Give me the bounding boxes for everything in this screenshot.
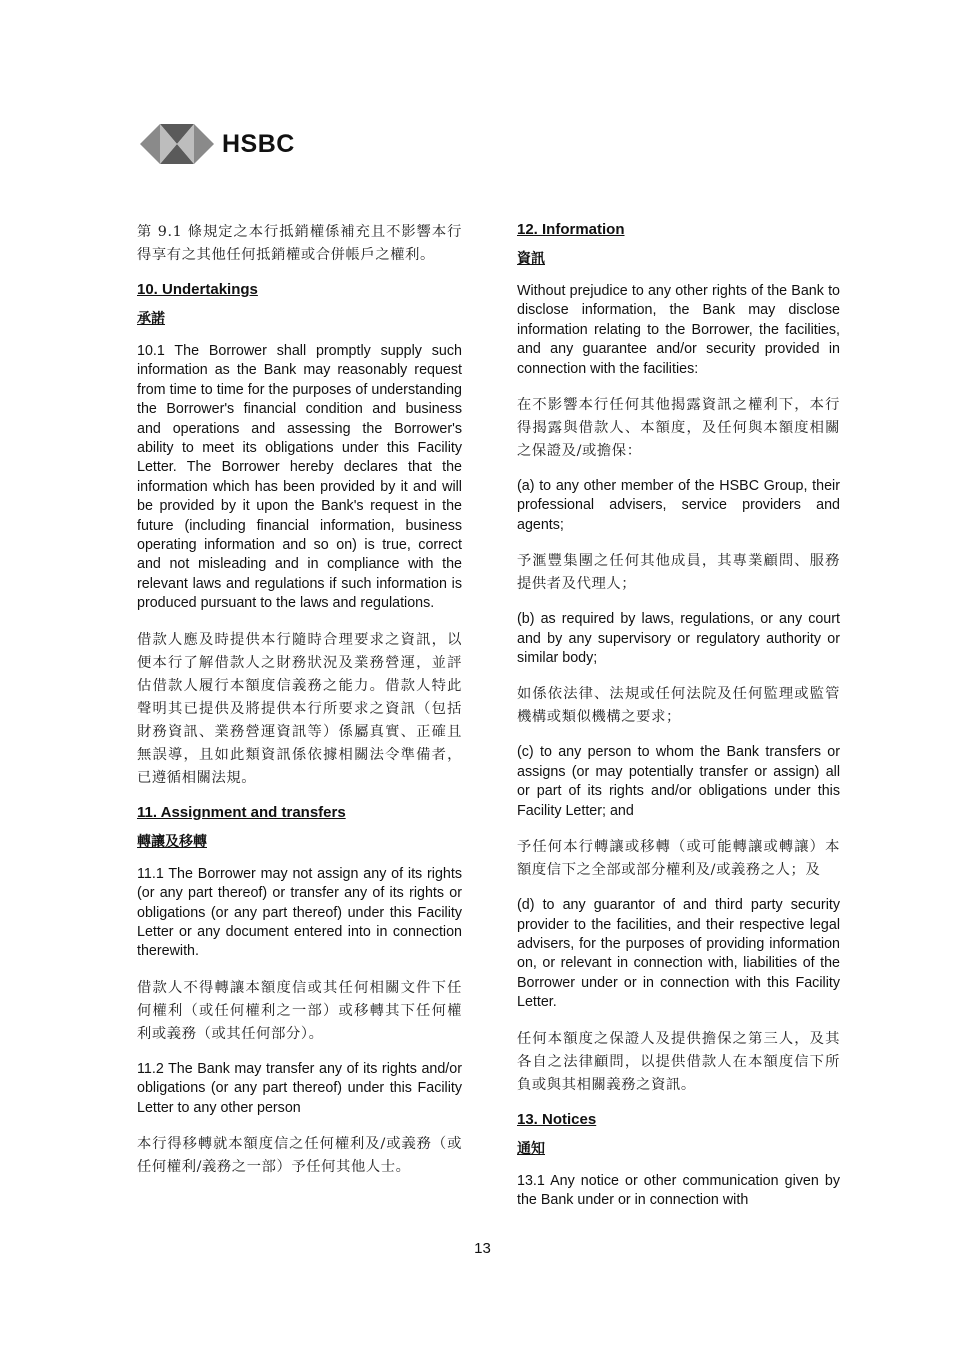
clause-12-d: (d) to any guarantor of and third party security provider to the facilities, and their respective legal advisers, for the purposes of providing information on, or relevant in connection with, liabilities of the Borrower under or in connection with this Facility Letter. <box>517 897 840 1011</box>
clause-13-1: 13.1 Any notice or other communication given by the Bank under or in connection with <box>517 1172 840 1208</box>
clause-12-b-zh: 如係依法律、法規或任何法院及任何監理或監管機構或類似機構之要求； <box>517 686 840 726</box>
page-number: 13 <box>474 1240 491 1257</box>
section-11-heading: 11. Assignment and transfers <box>137 803 346 821</box>
section-13-heading: 13. Notices <box>517 1110 597 1128</box>
clause-10-1-zh: 借款人應及時提供本行隨時合理要求之資訊，以便本行了解借款人之財務狀況及業務營運，並評估借款人履行本額度信義務之能力。借款人特此聲明其已提供及將提供本行所要求之資訊（包括財務資訊、業務營運資訊等）係屬真實、正確且無誤導，且如此類資訊係依據相關法令準備者，已遵循相關法規。 <box>137 631 462 786</box>
hsbc-hexagon-icon <box>140 118 214 170</box>
clause-12-a-zh: 予滙豐集團之任何其他成員，其專業顧問、服務提供者及代理人； <box>517 553 840 593</box>
section-11-heading-zh: 轉讓及移轉 <box>137 833 207 850</box>
section-12-intro: Without prejudice to any other rights of the Bank to disclose information, the Bank may disclose information relating to the Borrower, the facilities, and any guarantee and/or security provided in connection with the facilities: <box>517 283 840 377</box>
clause-11-2-zh: 本行得移轉就本額度信之任何權利及/或義務（或任何權利/義務之一部）予任何其他人士。 <box>137 1135 462 1175</box>
section-12-heading: 12. Information <box>517 221 625 238</box>
section-12-intro-zh: 在不影響本行任何其他揭露資訊之權利下，本行得揭露與借款人、本額度，及任何與本額度相關之保證及/或擔保： <box>517 397 840 460</box>
clause-11-1: 11.1 The Borrower may not assign any of its rights (or any part thereof) or transfer any of its rights or obligations (or any part thereof) under this Facility Letter or any document entered into in connection therewith. <box>137 865 462 960</box>
clause-12-b: (b) as required by laws, regulations, or any court and by any supervisory or regulatory authority or similar body; <box>517 611 840 667</box>
section-13-heading-zh: 通知 <box>517 1140 545 1157</box>
clause-12-c-zh: 予任何本行轉讓或移轉（或可能轉讓或轉讓）本額度信下之全部或部分權利及/或義務之人；及 <box>517 839 840 879</box>
clause-12-a: (a) to any other member of the HSBC Group, their professional advisers, service providers and agents; <box>517 478 840 533</box>
hsbc-logo <box>140 118 295 170</box>
clause-11-2: 11.2 The Bank may transfer any of its rights and/or obligations (or any part thereof) under this Facility Letter to any other person <box>137 1060 462 1116</box>
section-10-heading: 10. Undertakings <box>137 281 258 298</box>
left-column <box>137 221 462 1193</box>
section-10-heading-zh: 承諾 <box>137 311 165 327</box>
hsbc-wordmark: HSBC <box>222 129 295 158</box>
clause-11-1-zh: 借款人不得轉讓本額度信或其任何相關文件下任何權利（或任何權利之一部）或移轉其下任何權利或義務（或其任何部分）。 <box>137 979 462 1042</box>
clause-10-1: 10.1 The Borrower shall promptly supply such information as the Bank may reasonably request from time to time for the purposes of understanding the Borrower's financial condition and business and operations and assessing the Borrower's ability to meet its obligations under this Facility Letter. The Borrower hereby declares that the information which has been provided by it and will be provided by it upon the Bank's request in the future (including financial information, business operating information and so on) is true, correct and not misleading and in compliance with the relevant laws and regulations if such information is produced pursuant to the laws and regulations. <box>137 343 462 612</box>
clause-12-c: (c) to any person to whom the Bank transfers or assigns (or may potentially transfer or assign) all or part of its rights and/or obligations under this Facility Letter; and <box>517 744 840 819</box>
clause-12-d-zh: 任何本額度之保證人及提供擔保之第三人，及其各自之法律顧問，以提供借款人在本額度信下所負或與其相關義務之資訊。 <box>517 1030 840 1093</box>
right-column <box>517 221 840 1225</box>
section-12-heading-zh: 資訊 <box>517 251 545 267</box>
intro-paragraph-zh: 第 9.1 條規定之本行抵銷權係補充且不影響本行得享有之其他任何抵銷權或合併帳戶之權利。 <box>137 224 462 263</box>
